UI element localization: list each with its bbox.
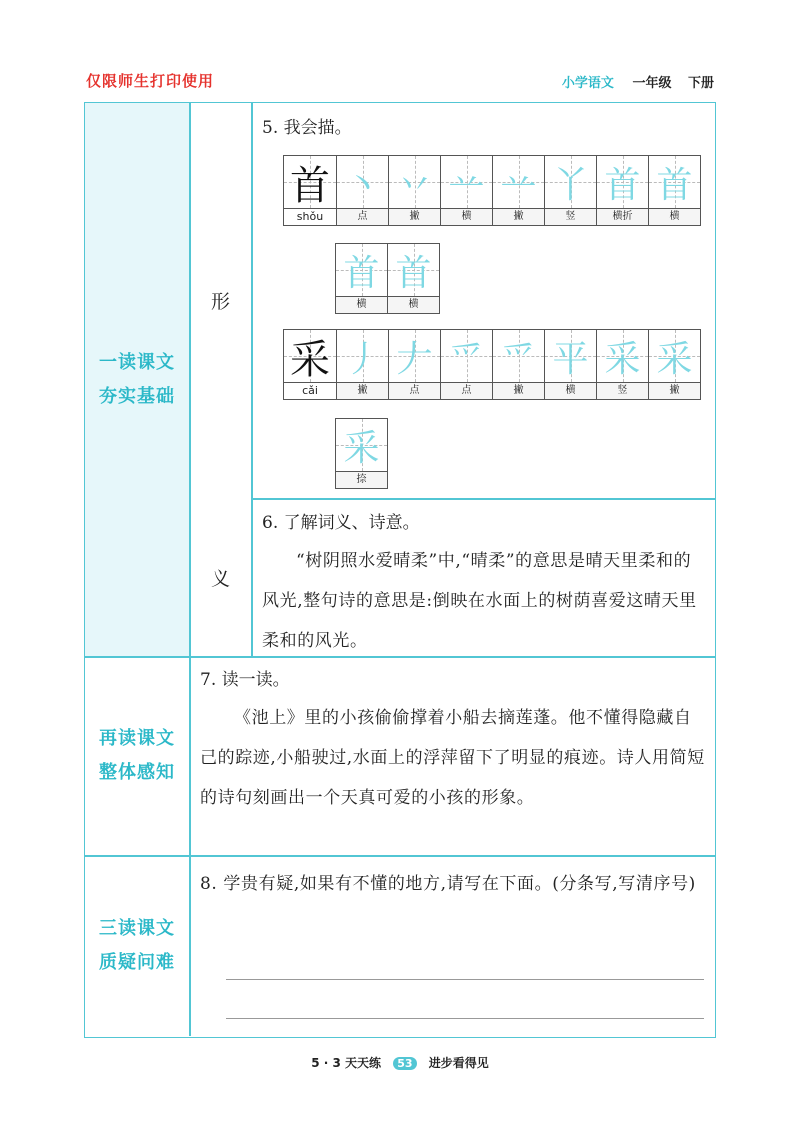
stroke-box[interactable]: [597, 156, 649, 225]
stroke-glyph: 爫: [500, 338, 537, 380]
stroke-name: 横: [441, 209, 492, 225]
stroke-name: 撇: [649, 383, 700, 399]
q6-title: 6. 了解词义、诗意。: [262, 513, 420, 533]
stroke-box[interactable]: [388, 244, 439, 313]
stroke-glyph: 䒑: [500, 164, 537, 206]
stroke-name: 横: [649, 209, 700, 225]
stroke-name: 横: [336, 297, 387, 313]
char-shou: 首: [290, 162, 330, 209]
stroke-glyph: 䒑: [448, 164, 485, 206]
print-notice: 仅限师生打印使用: [86, 72, 215, 90]
stroke-box[interactable]: [649, 330, 700, 399]
stroke-box[interactable]: [493, 156, 545, 225]
section3-label: 三读课文 质疑问难: [99, 917, 175, 973]
stroke-glyph: 首: [395, 252, 432, 294]
q7-text: 《池上》里的小孩偷偷撑着小船去摘莲蓬。他不懂得隐藏自己的踪迹,小船驶过,水面上的浮萍留下了明显的痕迹。诗人用简短的诗句刻画出一个天真可爱的小孩的形象。: [200, 708, 705, 808]
stroke-box[interactable]: [389, 156, 441, 225]
char-cai: 采: [290, 336, 330, 383]
stroke-box[interactable]: [389, 330, 441, 399]
stroke-glyph: 首: [656, 164, 693, 206]
meaning-label: 义: [210, 568, 230, 590]
header-info: [562, 72, 714, 91]
stroke-glyph: 采: [343, 427, 380, 469]
stroke-glyph: 平: [552, 338, 589, 380]
stroke-box[interactable]: [649, 156, 700, 225]
stroke-row-cai: [283, 329, 701, 400]
stroke-name: 横折: [597, 209, 648, 225]
q8-title: 8. 学贵有疑,如果有不懂的地方,请写在下面。(分条写,写清序号): [200, 874, 696, 894]
stroke-name: 撇: [493, 383, 544, 399]
stroke-box[interactable]: [336, 244, 388, 313]
stroke-box[interactable]: [597, 330, 649, 399]
q6-text: “树阴照水爱晴柔”中,“晴柔”的意思是晴天里柔和的风光,整句诗的意思是:倒映在水面上的树荫喜爱这晴天里柔和的风光。: [262, 551, 697, 651]
stroke-glyph: 采: [656, 338, 693, 380]
stroke-box[interactable]: [337, 330, 389, 399]
stroke-glyph: 首: [343, 252, 380, 294]
stroke-name: 点: [441, 383, 492, 399]
stroke-name: 撇: [337, 383, 388, 399]
stroke-name: 捺: [336, 472, 387, 488]
answer-line-2[interactable]: [226, 1018, 704, 1019]
stroke-box-main: [284, 330, 337, 399]
stroke-name: 点: [337, 209, 388, 225]
stroke-name: 撇: [493, 209, 544, 225]
stroke-name: 横: [545, 383, 596, 399]
stroke-name: 竖: [545, 209, 596, 225]
stroke-row-cai-cont: [335, 418, 388, 489]
form-label: 形: [210, 291, 230, 313]
pinyin-shou: shǒu: [284, 209, 336, 225]
stroke-box[interactable]: [545, 156, 597, 225]
stroke-name: 点: [389, 383, 440, 399]
stroke-box[interactable]: [336, 419, 387, 488]
stroke-glyph: 采: [604, 338, 641, 380]
grade-label: 一年级: [632, 76, 672, 91]
stroke-glyph: 爫: [448, 338, 485, 380]
stroke-row-shou-cont: [335, 243, 440, 314]
q5-title: 5. 我会描。: [262, 118, 352, 138]
worksheet-table: [84, 102, 716, 1038]
stroke-glyph: 丶: [344, 164, 381, 206]
section1-label: 一读课文 夯实基础: [99, 351, 175, 407]
stroke-box[interactable]: [545, 330, 597, 399]
footer-slogan: 进步看得见: [428, 1056, 489, 1070]
page-number: 53: [393, 1057, 416, 1070]
stroke-glyph: 丿: [344, 338, 381, 380]
section2-label: 再读课文 整体感知: [99, 727, 175, 783]
stroke-glyph: 首: [604, 164, 641, 206]
stroke-glyph: 𠂇: [396, 338, 433, 380]
footer-brand: 5 · 3 天天练: [311, 1056, 382, 1070]
stroke-glyph: 丫: [552, 164, 589, 206]
pinyin-cai: cǎi: [284, 383, 336, 399]
subject-label: 小学语文: [561, 76, 614, 91]
stroke-row-shou: [283, 155, 701, 226]
stroke-box-main: [284, 156, 337, 225]
volume-label: 下册: [687, 76, 714, 91]
q7-title: 7. 读一读。: [200, 670, 290, 690]
stroke-box[interactable]: [441, 156, 493, 225]
stroke-name: 横: [388, 297, 439, 313]
stroke-name: 撇: [389, 209, 440, 225]
stroke-name: 竖: [597, 383, 648, 399]
answer-line-1[interactable]: [226, 979, 704, 980]
stroke-box[interactable]: [337, 156, 389, 225]
stroke-box[interactable]: [441, 330, 493, 399]
stroke-glyph: 丷: [396, 164, 433, 206]
stroke-box[interactable]: [493, 330, 545, 399]
page-footer: [0, 1054, 800, 1071]
